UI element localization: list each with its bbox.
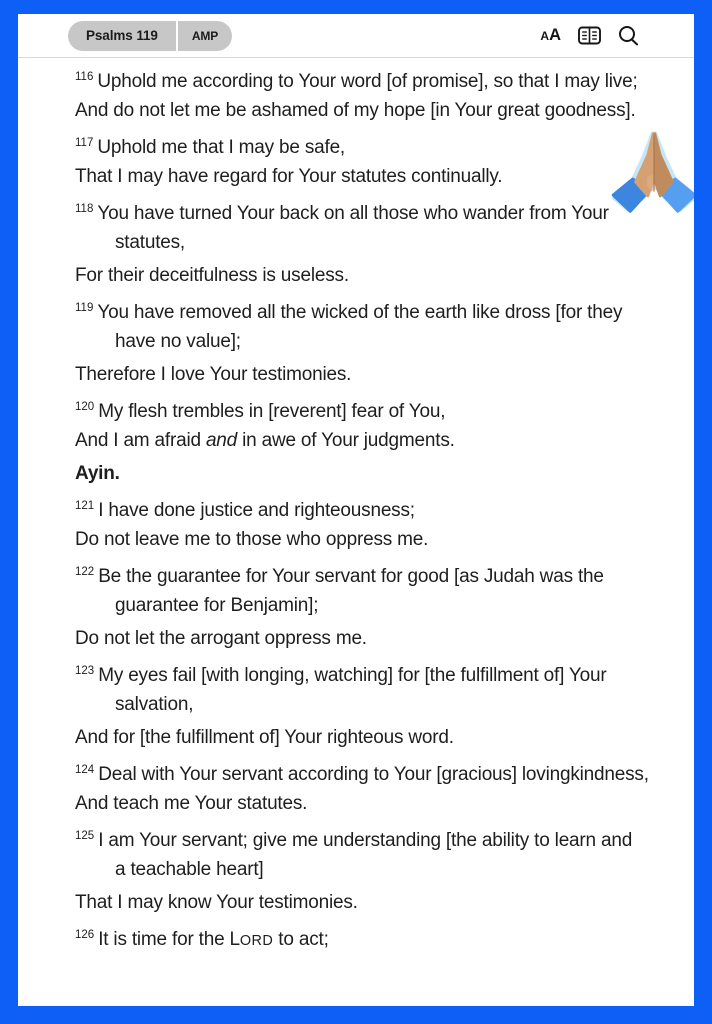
font-size-small-a: A — [540, 29, 550, 43]
verse-number: 119 — [75, 302, 94, 314]
verse-line: $^{118}$ You have turned Your back on all those who wander from Your — [75, 203, 609, 224]
verse-number: 125 — [75, 830, 95, 842]
verse-line: $^{125}$ I am Your servant; give me understanding [the ability to learn and — [75, 830, 633, 851]
verse-line: salvation, — [115, 694, 194, 715]
verse-line: guarantee for Benjamin]; — [115, 595, 319, 616]
verse-number: 122 — [75, 566, 95, 578]
verse-line: $^{123}$ My eyes fail [with longing, watching] for [the fulfillment of] Your — [75, 665, 607, 686]
verse-line: $^{120}$ My flesh trembles in [reverent] fear of You, — [75, 401, 446, 422]
verse-line: And do not let me be ashamed of my hope [in Your great goodness]. — [75, 100, 636, 121]
section-heading: Ayin. — [75, 463, 120, 484]
verse-line: And for [the fulfillment of] Your righteous word. — [75, 727, 454, 748]
verse-line: And teach me Your statutes. — [75, 793, 308, 814]
verse-line: $^{117}$ Uphold me that I may be safe, — [75, 137, 346, 158]
scripture-content — [18, 58, 694, 952]
font-size-large-a: A — [549, 26, 561, 44]
verse-line: $^{122}$ Be the guarantee for Your servant for good [as Judah was the — [75, 566, 604, 587]
verse-number: 116 — [75, 71, 94, 83]
verse-line: $^{119}$ You have removed all the wicked of the earth like dross [for they — [75, 302, 623, 323]
font-size-icon[interactable] — [540, 26, 561, 45]
verse-number: 120 — [75, 401, 95, 413]
verse-line: Do not leave me to those who oppress me. — [75, 529, 429, 550]
verse-line: $^{124}$ Deal with Your servant according to Your [gracious] lovingkindness, — [75, 764, 649, 785]
reference-pill-group — [68, 21, 232, 51]
verse-line: Do not let the arrogant oppress me. — [75, 628, 367, 649]
verse-line: Therefore I love Your testimonies. — [75, 364, 352, 385]
verse-line: $^{126}$ It is time for the LORD to act; — [75, 929, 329, 950]
header-icons — [540, 25, 639, 46]
verse-line: And I am afraid and in awe of Your judgments. — [75, 430, 455, 451]
verse-line: That I may know Your testimonies. — [75, 892, 358, 913]
verse-number: 123 — [75, 665, 95, 677]
search-icon[interactable] — [618, 25, 639, 46]
verse-number: 126 — [75, 929, 95, 941]
verse-number: 117 — [75, 137, 94, 149]
bible-reader-panel — [18, 14, 694, 1006]
verse-line: For their deceitfulness is useless. — [75, 265, 349, 286]
verse-line: statutes, — [115, 232, 186, 253]
verse-number: 121 — [75, 500, 95, 512]
verse-line: have no value]; — [115, 331, 241, 352]
verse-line: That I may have regard for Your statutes continually. — [75, 166, 503, 187]
verse-line: $^{116}$ Uphold me according to Your word [of promise], so that I may live; — [75, 71, 638, 92]
verse-number: 124 — [75, 764, 95, 776]
reader-book-icon[interactable] — [578, 26, 601, 45]
verse-number: 118 — [75, 203, 94, 215]
reader-header — [18, 14, 694, 58]
verse-lines — [75, 61, 674, 952]
verse-line: a teachable heart] — [115, 859, 264, 880]
verse-line: $^{121}$ I have done justice and righteousness; — [75, 500, 415, 521]
book-chapter-button[interactable]: Psalms 119 — [68, 21, 176, 51]
translation-button[interactable]: AMP — [178, 21, 232, 51]
